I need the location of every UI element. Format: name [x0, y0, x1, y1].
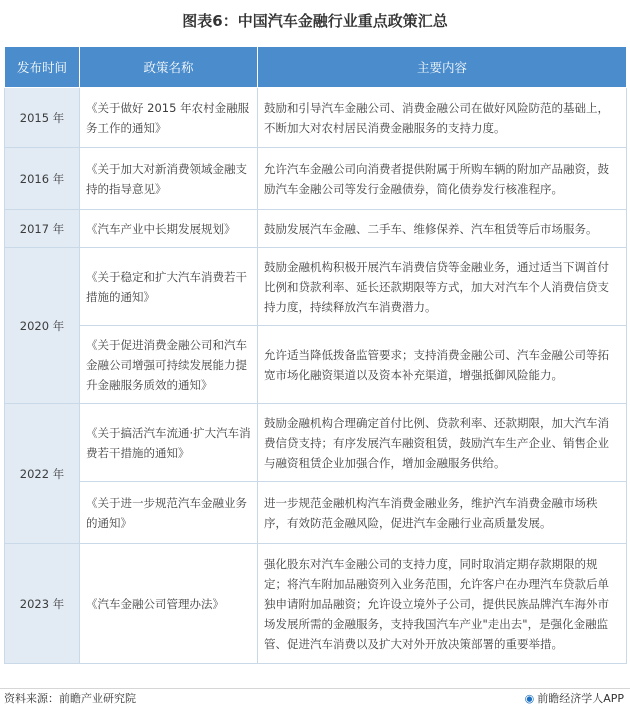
table-row [5, 248, 627, 326]
table-row [5, 544, 627, 664]
year-cell: 2020 年 [5, 248, 80, 404]
source-note: 资料来源：前瞻产业研究院 [4, 692, 136, 705]
content-cell: 进一步规范金融机构汽车消费金融业务，维护汽车消费金融市场秩序，有效防范金融风险，促进汽车金融行业高质量发展。 [258, 482, 627, 544]
table-row [5, 88, 627, 148]
policy-name-cell: 《汽车金融公司管理办法》 [80, 544, 258, 664]
policy-table [4, 46, 627, 664]
footer [0, 688, 630, 709]
content-cell: 鼓励和引导汽车金融公司、消费金融公司在做好风险防范的基础上，不断加大对农村居民消费金融服务的支持力度。 [258, 88, 627, 148]
policy-name-cell: 《关于做好 2015 年农村金融服务工作的通知》 [80, 88, 258, 148]
policy-name-cell: 《关于加大对新消费领域金融支持的指导意见》 [80, 148, 258, 210]
policy-name-cell: 《汽车产业中长期发展规划》 [80, 210, 258, 248]
table-row [5, 326, 627, 404]
content-cell: 鼓励发展汽车金融、二手车、维修保养、汽车租赁等后市场服务。 [258, 210, 627, 248]
content-cell: 允许汽车金融公司向消费者提供附属于所购车辆的附加产品融资，鼓励汽车金融公司等发行金融债券，简化债券发行核准程序。 [258, 148, 627, 210]
content-cell: 鼓励金融机构合理确定首付比例、贷款利率、还款期限，加大汽车消费信贷支持；有序发展汽车融资租赁，鼓励汽车生产企业、销售企业与融资租赁企业加强合作，增加金融服务供给。 [258, 404, 627, 482]
table-row [5, 148, 627, 210]
content-cell: 鼓励金融机构积极开展汽车消费信贷等金融业务，通过适当下调首付比例和贷款利率、延长还款期限等方式，加大对汽车个人消费信贷支持力度，持续释放汽车消费潜力。 [258, 248, 627, 326]
content-cell: 强化股东对汽车金融公司的支持力度，同时取消定期存款期限的规定；将汽车附加品融资列入业务范围，允许客户在办理汽车贷款后单独申请附加品融资；允许设立境外子公司，提供民族品牌汽车海外市场发展所需的金融服务，支持我国汽车产业"走出去"，是强化金融监管、促进汽车消费以及扩大对外开放决策部署的重要举措。 [258, 544, 627, 664]
table-row [5, 482, 627, 544]
year-cell: 2017 年 [5, 210, 80, 248]
brand-credit [525, 689, 624, 709]
header-main-content: 主要内容 [258, 47, 627, 88]
header-policy-name: 政策名称 [80, 47, 258, 88]
chart-title: 图表6：中国汽车金融行业重点政策汇总 [182, 12, 448, 30]
year-cell: 2023 年 [5, 544, 80, 664]
year-cell: 2022 年 [5, 404, 80, 544]
brand-name: 前瞻经济学人APP [537, 692, 624, 705]
header-date: 发布时间 [5, 47, 80, 88]
brand-logo-icon: ◉ [524, 692, 535, 705]
table-row [5, 210, 627, 248]
policy-name-cell: 《关于搞活汽车流通·扩大汽车消费若干措施的通知》 [80, 404, 258, 482]
policy-name-cell: 《关于进一步规范汽车金融业务的通知》 [80, 482, 258, 544]
year-cell: 2016 年 [5, 148, 80, 210]
year-cell: 2015 年 [5, 88, 80, 148]
table-header-row [5, 47, 627, 88]
table-row [5, 404, 627, 482]
policy-name-cell: 《关于稳定和扩大汽车消费若干措施的通知》 [80, 248, 258, 326]
content-cell: 允许适当降低拨备监管要求；支持消费金融公司、汽车金融公司等拓宽市场化融资渠道以及资本补充渠道，增强抵御风险能力。 [258, 326, 627, 404]
policy-name-cell: 《关于促进消费金融公司和汽车金融公司增强可持续发展能力提升金融服务质效的通知》 [80, 326, 258, 404]
